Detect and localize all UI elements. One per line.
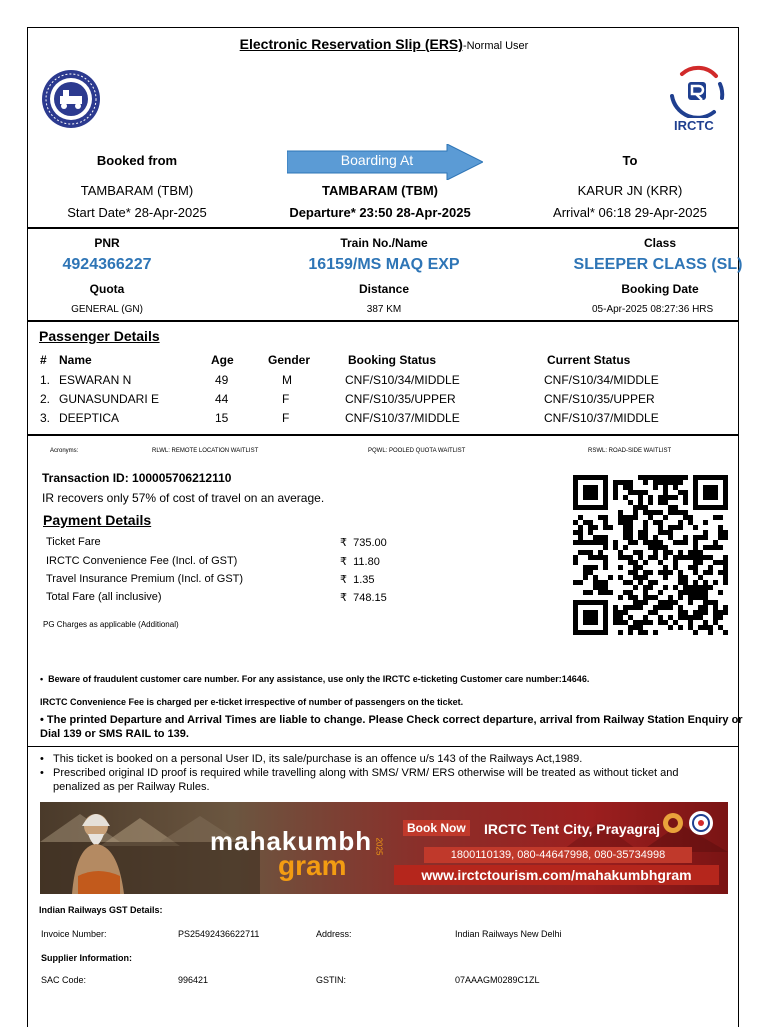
page-subtitle: -Normal User — [462, 40, 529, 52]
mahakumbh-banner[interactable] — [40, 802, 728, 894]
pnr-value: 4924366227 — [62, 256, 152, 273]
banner-brand-top: mahakumbh — [210, 826, 373, 856]
passenger-age: 49 — [215, 373, 229, 387]
passenger-age: 15 — [215, 411, 229, 425]
times-notice-line2: Dial 139 or SMS RAIL to 139. — [40, 728, 189, 740]
passenger-current-status: CNF/S10/37/MIDDLE — [544, 411, 659, 425]
banner-phones — [424, 847, 692, 863]
pnr-label: PNR — [94, 236, 120, 250]
passenger-booking-status: CNF/S10/37/MIDDLE — [345, 411, 460, 425]
acronym-rlwl: RLWL: REMOTE LOCATION WAITLIST — [152, 448, 259, 454]
passenger-current-status: CNF/S10/34/MIDDLE — [544, 373, 659, 387]
banner-website-text: www.irctctourism.com/mahakumbhgram — [421, 867, 692, 883]
divider — [27, 227, 739, 229]
page-title: Electronic Reservation Slip (ERS) — [239, 36, 463, 52]
distance-value: 387 KM — [366, 304, 402, 315]
col-gender: Gender — [268, 353, 311, 367]
personal-id-text: This ticket is booked on a personal User ID, its sale/purchase is an offence u/s 143 of the Railways Act,1989. — [53, 753, 583, 765]
id-proof-notice-line2: penalized as per Railway Rules. — [53, 781, 210, 793]
banner-year: 2025 — [374, 837, 384, 856]
to-station: KARUR JN (KRR) — [577, 183, 683, 198]
fraud-notice: • Beware of fraudulent customer care number. For any assistance, use only the IRCTC e-ticketing Customer care number:14646. — [40, 674, 590, 684]
book-now-badge[interactable] — [403, 820, 470, 836]
quota-value: GENERAL (GN) — [71, 304, 143, 315]
acronym-pqwl: PQWL: POOLED QUOTA WAITLIST — [368, 448, 466, 454]
transaction-id: Transaction ID: 100005706212110 — [42, 471, 232, 485]
times-notice: • The printed Departure and Arrival Times are liable to change. Please Check correct departure, arrival from Railway Station Enquiry or — [40, 714, 743, 726]
fare-amount: ₹ 11.80 — [340, 556, 380, 568]
passenger-num: 2. — [40, 392, 51, 406]
fraud-notice-text: Beware of fraudulent customer care number. For any assistance, use only the IRCTC e-ticketing Customer care number:14646. — [48, 674, 590, 684]
passenger-gender: M — [282, 373, 292, 387]
col-num: # — [40, 353, 47, 367]
acronym-rswl: RSWL: ROAD-SIDE WAITLIST — [588, 448, 672, 454]
book-now-label: Book Now — [407, 821, 466, 835]
header-title-row — [0, 36, 768, 54]
irctc-tourism-badge-icon — [688, 810, 714, 836]
irctc-logo-text: IRCTC — [674, 118, 714, 133]
boarding-station: TAMBARAM (TBM) — [321, 183, 438, 198]
from-station: TAMBARAM (TBM) — [80, 183, 194, 198]
address-label: Address: — [316, 929, 352, 939]
train-value: 16159/MS MAQ EXP — [308, 256, 460, 273]
divider — [27, 320, 739, 322]
quota-label: Quota — [89, 282, 125, 296]
boarding-at-label: Boarding At — [340, 152, 414, 168]
sac-label: SAC Code: — [41, 975, 87, 985]
fare-label: Total Fare (all inclusive) — [46, 591, 162, 603]
passenger-gender: F — [282, 392, 290, 406]
times-notice-line1: The printed Departure and Arrival Times are liable to change. Please Check correct departure, arrival from Railway Station Enquiry or — [46, 714, 743, 726]
passenger-age: 44 — [215, 392, 229, 406]
banner-website[interactable] — [394, 865, 719, 885]
class-value: SLEEPER CLASS (SL) — [573, 256, 743, 273]
passenger-current-status: CNF/S10/35/UPPER — [544, 392, 655, 406]
train-label: Train No./Name — [340, 236, 428, 250]
divider — [27, 746, 739, 747]
supplier-heading: Supplier Information: — [41, 953, 132, 963]
fare-amount: ₹ 748.15 — [340, 592, 387, 604]
invoice-value: PS25492436622711 — [178, 929, 260, 939]
personal-id-notice: • This ticket is booked on a personal User ID, its sale/purchase is an offence u/s 143 of the Railways Act,1989. — [40, 753, 583, 765]
start-date: Start Date* 28-Apr-2025 — [67, 205, 207, 220]
departure-time: Departure* 23:50 28-Apr-2025 — [289, 205, 471, 220]
distance-label: Distance — [358, 282, 410, 296]
col-age: Age — [211, 353, 234, 367]
booking-date-label: Booking Date — [621, 282, 699, 296]
pg-charges-note: PG Charges as applicable (Additional) — [43, 620, 179, 629]
sac-value: 996421 — [178, 975, 209, 985]
passenger-name: ESWARAN N — [59, 373, 132, 387]
class-label: Class — [643, 236, 677, 250]
sadhu-illustration — [58, 806, 138, 894]
fare-label: Ticket Fare — [46, 536, 101, 548]
irctc-logo — [664, 62, 730, 118]
id-proof-text: Prescribed original ID proof is required while travelling along with SMS/ VRM/ ERS otherwise will be treated as without ticket and — [53, 767, 679, 779]
col-name: Name — [59, 353, 92, 367]
fare-amount: ₹ 735.00 — [340, 537, 387, 549]
gstin-value: 07AAAGM0289C1ZL — [455, 975, 540, 985]
passenger-details-heading: Passenger Details — [39, 328, 160, 344]
passenger-booking-status: CNF/S10/34/MIDDLE — [345, 373, 460, 387]
gst-heading: Indian Railways GST Details: — [39, 905, 163, 915]
to-label: To — [622, 153, 638, 168]
passenger-num: 1. — [40, 373, 51, 387]
passenger-gender: F — [282, 411, 290, 425]
address-value: Indian Railways New Delhi — [455, 929, 562, 939]
booking-date-value: 05-Apr-2025 08:27:36 HRS — [592, 304, 714, 315]
tent-city-title: IRCTC Tent City, Prayagraj — [484, 821, 661, 837]
fare-label: IRCTC Convenience Fee (Incl. of GST) — [46, 555, 238, 567]
id-proof-notice: • Prescribed original ID proof is required while travelling along with SMS/ VRM/ ERS otherwise will be treated as without ticket and — [40, 767, 679, 779]
banner-brand-bottom: gram — [278, 850, 347, 881]
passenger-name: DEEPTICA — [59, 411, 120, 425]
divider — [27, 434, 739, 436]
passenger-name: GUNASUNDARI E — [59, 392, 160, 406]
acronyms-label: Acronyms: — [50, 448, 79, 454]
convenience-fee-notice: IRCTC Convenience Fee is charged per e-ticket irrespective of number of passengers on the ticket. — [40, 697, 464, 707]
passenger-booking-status: CNF/S10/35/UPPER — [345, 392, 456, 406]
gstin-label: GSTIN: — [316, 975, 347, 985]
payment-details-heading: Payment Details — [43, 512, 152, 528]
banner-phones-text: 1800110139, 080-44647998, 080-35734998 — [450, 849, 666, 861]
arrival-time: Arrival* 06:18 29-Apr-2025 — [553, 205, 707, 220]
qr-code — [573, 475, 728, 635]
passenger-num: 3. — [40, 411, 51, 425]
invoice-label: Invoice Number: — [41, 929, 107, 939]
fare-amount: ₹ 1.35 — [340, 574, 375, 586]
booked-from-label: Booked from — [96, 153, 178, 168]
recovery-note: IR recovers only 57% of cost of travel on an average. — [42, 491, 325, 505]
fare-label: Travel Insurance Premium (Incl. of GST) — [46, 573, 244, 585]
col-booking-status: Booking Status — [348, 353, 437, 367]
heritage-emblem-icon — [662, 812, 684, 834]
indian-railways-logo — [41, 69, 101, 129]
col-current-status: Current Status — [547, 353, 631, 367]
